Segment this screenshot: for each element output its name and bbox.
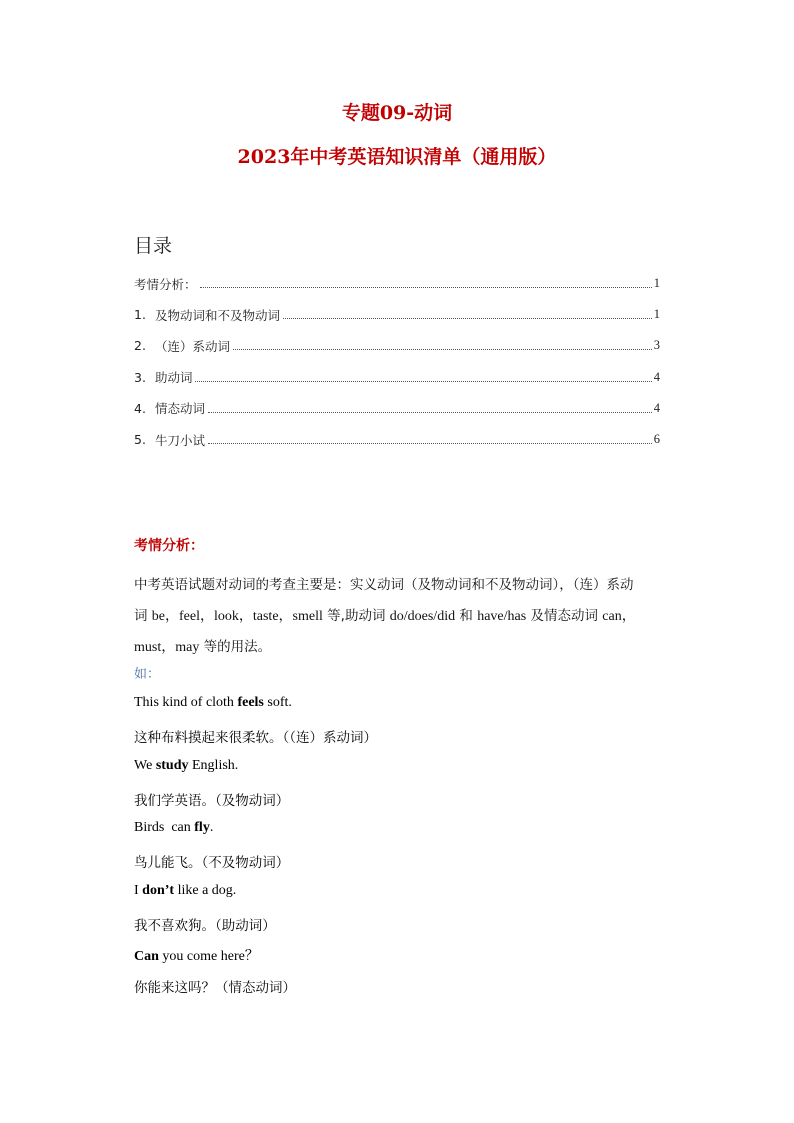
- toc-page-number: 3: [653, 338, 660, 353]
- toc-heading: 目录: [134, 235, 173, 257]
- toc-page-number: 1: [653, 276, 660, 291]
- text-run: 等,助动词: [322, 608, 390, 624]
- highlighted-verb: feels: [237, 695, 264, 710]
- table-of-contents: [134, 268, 660, 455]
- toc-item-label: （连）系动词: [154, 338, 230, 354]
- text-run: must，may: [134, 640, 200, 655]
- toc-leader-dots: [208, 443, 652, 444]
- example-translation-zh: 我们学英语。（及物动词）: [134, 793, 290, 809]
- text-run: .: [209, 820, 214, 835]
- text-run: be，feel，look，taste，smell: [151, 609, 323, 624]
- example-translation-zh: 这种布料摸起来很柔软。（（连）系动词）: [134, 730, 377, 746]
- toc-page-number: 4: [653, 369, 660, 384]
- toc-item-number: 1.: [134, 307, 146, 323]
- toc-leader-dots: [283, 318, 652, 319]
- text-run: like a dog.: [174, 883, 237, 898]
- text-run: This kind of cloth: [134, 695, 238, 710]
- paragraph-line: 中考英语试题对动词的考查主要是：实义动词（及物动词和不及物动词），（连）系动: [134, 577, 634, 593]
- text-run: Birds can: [134, 820, 195, 835]
- title-main: 2023年中考英语知识清单（通用版）: [237, 146, 557, 168]
- toc-item-practice[interactable]: [134, 424, 660, 455]
- highlighted-verb: fly: [194, 820, 210, 835]
- example-sentence-en: [134, 695, 292, 711]
- toc-item-linking[interactable]: [134, 330, 660, 361]
- text-run: 及情态动词: [526, 608, 603, 624]
- toc-leader-dots: [200, 287, 652, 288]
- analysis-paragraph: [134, 570, 662, 663]
- text-run: you come here？: [158, 949, 259, 964]
- text-run: English.: [188, 758, 239, 773]
- example-translation-zh: 鸟儿能飞。（不及物动词）: [134, 855, 290, 871]
- toc-item-label: 考情分析：: [134, 276, 197, 292]
- highlighted-verb: Can: [134, 949, 159, 964]
- paragraph-line: [134, 601, 662, 632]
- toc-item-analysis[interactable]: [134, 268, 660, 299]
- highlighted-verb: don’t: [142, 883, 175, 898]
- toc-item-label: 助动词: [154, 370, 193, 386]
- toc-leader-dots: [233, 349, 652, 350]
- text-run: I: [134, 883, 143, 898]
- example-translation-zh: 我不喜欢狗。（助动词）: [134, 918, 276, 934]
- text-run: soft.: [263, 695, 292, 710]
- text-run: can，: [602, 609, 636, 624]
- toc-page-number: 1: [653, 307, 660, 322]
- example-sentence-en: [134, 883, 236, 899]
- toc-item-label: 情态动词: [154, 401, 205, 417]
- text-run: 等的用法。: [199, 639, 272, 655]
- toc-item-modal[interactable]: [134, 393, 660, 424]
- toc-item-label: 牛刀小试: [154, 432, 205, 448]
- toc-page-number: 6: [653, 432, 660, 447]
- highlighted-verb: study: [155, 758, 189, 773]
- example-sentence-en: [134, 758, 238, 774]
- toc-item-label: 及物动词和不及物动词: [154, 307, 280, 323]
- text-run: 和: [455, 608, 478, 624]
- toc-item-number: 3.: [134, 369, 146, 385]
- example-sentence-en: [134, 820, 213, 836]
- title-topic: 专题09-动词: [341, 102, 453, 124]
- example-translation-zh: 你能来这吗？（情态动词）: [134, 980, 296, 996]
- example-label: 如：: [134, 667, 161, 682]
- toc-item-number: 5.: [134, 432, 146, 448]
- example-sentence-en: [134, 945, 259, 965]
- text-run: We: [134, 758, 156, 773]
- toc-leader-dots: [195, 381, 651, 382]
- toc-item-transitive[interactable]: [134, 299, 660, 330]
- analysis-heading: 考情分析：: [134, 538, 204, 554]
- text-run: do/does/did: [389, 609, 456, 624]
- text-run: have/has: [477, 609, 527, 624]
- paragraph-line: [134, 632, 662, 663]
- toc-item-number: 4.: [134, 400, 146, 416]
- text-run: 词: [134, 608, 152, 624]
- toc-page-number: 4: [653, 400, 660, 415]
- toc-item-auxiliary[interactable]: [134, 362, 660, 393]
- toc-item-number: 2.: [134, 338, 146, 354]
- toc-leader-dots: [208, 412, 652, 413]
